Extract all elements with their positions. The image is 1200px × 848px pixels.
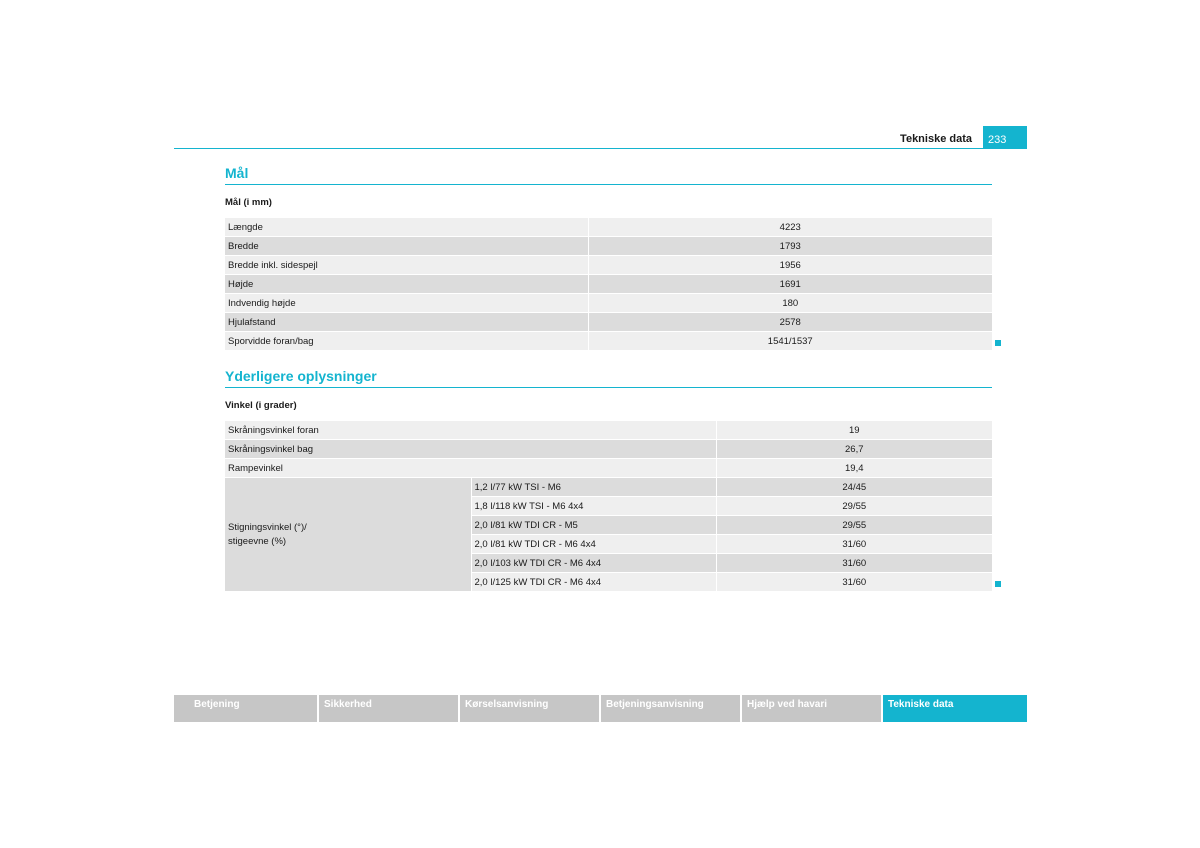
- nav-tab-korselsanvisning[interactable]: Kørselsanvisning: [460, 695, 599, 722]
- table-row: [225, 256, 992, 275]
- dimensions-table: [225, 218, 992, 351]
- page-number: 233: [983, 126, 1027, 149]
- engine-value: 31/60: [716, 554, 992, 573]
- nav-tab-betjeningsanvisning[interactable]: Betjeningsanvisning: [601, 695, 740, 722]
- nav-tab-sikkerhed[interactable]: Sikkerhed: [319, 695, 458, 722]
- table-row: [225, 218, 992, 237]
- row-label: Længde: [225, 218, 588, 237]
- row-label: Højde: [225, 275, 588, 294]
- header-rule: [174, 148, 1027, 149]
- climb-label-line2: stigeevne (%): [228, 535, 287, 547]
- table-row: [225, 313, 992, 332]
- row-label: Hjulafstand: [225, 313, 588, 332]
- row-value: 1691: [588, 275, 992, 294]
- engine-value: 31/60: [716, 535, 992, 554]
- section-end-mark: [995, 581, 1001, 587]
- table-row: [225, 478, 992, 497]
- section-rule-additional: [225, 387, 992, 388]
- subtitle-dimensions: Mål (i mm): [225, 197, 272, 208]
- running-header-title: Tekniske data: [900, 133, 972, 145]
- climb-group-label: [225, 478, 471, 592]
- row-label: Rampevinkel: [225, 459, 716, 478]
- engine-label: 2,0 l/81 kW TDI CR - M6 4x4: [471, 535, 716, 554]
- table-row: [225, 440, 992, 459]
- table-row: [225, 332, 992, 351]
- nav-tab-hjaelp-ved-havari[interactable]: Hjælp ved havari: [742, 695, 881, 722]
- row-value: 180: [588, 294, 992, 313]
- row-value: 1956: [588, 256, 992, 275]
- row-value: 2578: [588, 313, 992, 332]
- section-title-dimensions: Mål: [225, 165, 249, 181]
- engine-label: 2,0 l/125 kW TDI CR - M6 4x4: [471, 573, 716, 592]
- row-value: 19,4: [716, 459, 992, 478]
- nav-tab-tekniske-data[interactable]: Tekniske data: [883, 695, 1027, 722]
- table-row: [225, 421, 992, 440]
- engine-label: 2,0 l/81 kW TDI CR - M5: [471, 516, 716, 535]
- angles-table: [225, 421, 992, 592]
- bottom-nav: [174, 695, 1027, 722]
- row-label: Skråningsvinkel foran: [225, 421, 716, 440]
- table-row: [225, 237, 992, 256]
- row-label: Bredde: [225, 237, 588, 256]
- row-value: 26,7: [716, 440, 992, 459]
- row-label: Sporvidde foran/bag: [225, 332, 588, 351]
- row-value: 1541/1537: [588, 332, 992, 351]
- engine-value: 29/55: [716, 497, 992, 516]
- section-rule-dimensions: [225, 184, 992, 185]
- engine-value: 29/55: [716, 516, 992, 535]
- subtitle-angles: Vinkel (i grader): [225, 400, 297, 411]
- table-row: [225, 459, 992, 478]
- engine-label: 1,8 l/118 kW TSI - M6 4x4: [471, 497, 716, 516]
- row-label: Bredde inkl. sidespejl: [225, 256, 588, 275]
- nav-tab-betjening[interactable]: Betjening: [174, 695, 317, 722]
- table-row: [225, 275, 992, 294]
- engine-label: 2,0 l/103 kW TDI CR - M6 4x4: [471, 554, 716, 573]
- engine-label: 1,2 l/77 kW TSI - M6: [471, 478, 716, 497]
- engine-value: 31/60: [716, 573, 992, 592]
- section-title-additional: Yderligere oplysninger: [225, 368, 377, 384]
- row-value: 4223: [588, 218, 992, 237]
- row-value: 1793: [588, 237, 992, 256]
- section-end-mark: [995, 340, 1001, 346]
- table-row: [225, 294, 992, 313]
- row-value: 19: [716, 421, 992, 440]
- row-label: Skråningsvinkel bag: [225, 440, 716, 459]
- row-label: Indvendig højde: [225, 294, 588, 313]
- climb-label-line1: Stigningsvinkel (°)/: [228, 521, 307, 533]
- engine-value: 24/45: [716, 478, 992, 497]
